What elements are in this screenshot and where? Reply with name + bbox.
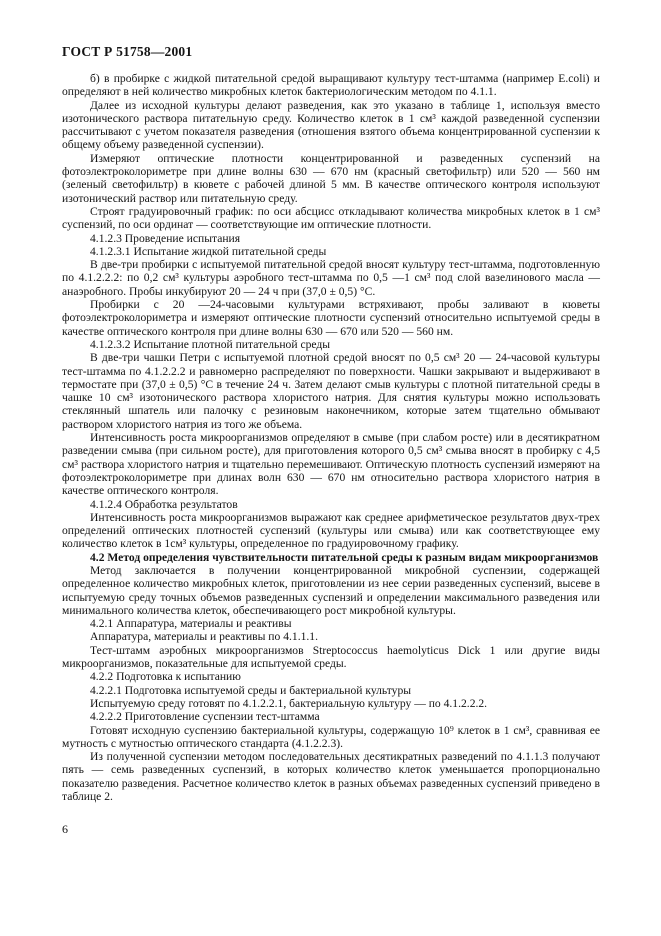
section-heading-bold: 4.2 Метод определения чувствительности питательной среды к разным видам микроорганизмов (90, 550, 599, 564)
paragraph: Аппаратура, материалы и реактивы по 4.1.1.1. (90, 630, 318, 644)
paragraph: Интенсивность роста микроорганизмов выражают как среднее арифметическое результатов двух-трех определений оптических плотностей суспензий (культуры или смыва) или как соответствующее ему количество клеток в 1см³ культуры, определенное по градуировочному графику. (62, 510, 600, 551)
paragraph: Метод заключается в получении концентрированной микробной суспензии, содержащей определенное количество микробных клеток, приготовлении из нее серии разведенных суспензий, высеве в испытуемую среду точных объемов разведенных суспензий и определении максимального разведения или минимального количества клеток, обеспечивающего рост микробной культуры. (62, 563, 600, 617)
paragraph: Готовят исходную суспензию бактериальной культуры, содержащую 10⁹ клеток в 1 см³, сравнивая ее мутность с мутностью оптического стандарта (4.1.2.2.3). (62, 723, 600, 750)
paragraph: Измеряют оптические плотности концентрированной и разведенных суспензий на фотоэлектроколориметре при длине волны 630 — 670 нм (красный светофильтр) или 520 — 560 нм (зеленый светофильтр) в кювете с рабочей длиной 5 мм. В качестве оптического контроля используют изотонический раствор или питательную среду. (62, 151, 600, 205)
paragraph: В две-три чашки Петри с испытуемой плотной средой вносят по 0,5 см³ 20 — 24-часовой культуры тест-штамма по 4.1.2.2.2 и равномерно распределяют по поверхности. Чашки закрывают и выдерживают в термостате при (37,0 ± 0,5) °С в течение 24 ч. Затем делают смыв культуры с плотной питательной среды в чашке 10 см³ изотонического раствора хлористого натрия. Для снятия культуры можно использовать стеклянный шпатель или палочку с резиновым наконечником, которые затем тщательно обмывают раствором хлористого натрия из того же объема. (62, 351, 600, 431)
section-heading: 4.1.2.3.1 Испытание жидкой питательной среды (90, 244, 327, 258)
section-heading: 4.2.2.1 Подготовка испытуемой среды и бактериальной культуры (90, 683, 412, 697)
section-heading: 4.1.2.3 Проведение испытания (90, 231, 241, 245)
paragraph: Строят градуировочный график: по оси абсцисс откладывают количества микробных клеток в 1 см³ суспензий, по оси ординат — соответствующие им оптические плотности. (62, 204, 600, 232)
document-body (62, 72, 600, 803)
paragraph: Интенсивность роста микроорганизмов определяют в смыве (при слабом росте) или в десятикратном разведении смыва (при сильном росте), для приготовления которого 0,5 см³ смыва вносят в пробирку с 4,5 см³ раствора хлористого натрия и тщательно перемешивают. Оптическую плотность суспензий измеряют на фотоэлектроколориметре при длинах волн 630 — 670 нм относительно раствора хлористого натрия в качестве оптического контроля. (62, 431, 600, 498)
document-header: ГОСТ Р 51758—2001 (62, 44, 193, 59)
paragraph: Испытуемую среду готовят по 4.1.2.2.1, бактериальную культуру — по 4.1.2.2.2. (90, 696, 488, 710)
paragraph: Тест-штамм аэробных микроорганизмов Streptococcus haemolyticus Dick 1 или другие виды микроорганизмов, показательные для испытуемой среды. (62, 643, 600, 671)
paragraph: Пробирки с 20 —24-часовыми культурами встряхивают, пробы заливают в кюветы фотоэлектроколориметра и измеряют оптические плотности суспензий относительно испытуемой среды в качестве оптического контроля при длине волны 630 — 670 или 520 — 560 нм. (62, 298, 600, 338)
paragraph: Из полученной суспензии методом последовательных десятикратных разведений по 4.1.1.3 получают пять — семь разведенных суспензий, в которых количество клеток уменьшается пропорционально показателю разведения. Расчетное количество клеток в разных объемах разведенных суспензий приведено в таблице 2. (62, 750, 600, 804)
section-heading: 4.1.2.4 Обработка результатов (90, 497, 238, 511)
section-heading: 4.1.2.3.2 Испытание плотной питательной среды (90, 337, 331, 351)
paragraph: б) в пробирке с жидкой питательной средой выращивают культуру тест-штамма (например E.coli) и определяют в ней количество микробных клеток бактериологическим методом по 4.1.1. (62, 72, 600, 99)
section-heading: 4.2.2.2 Приготовление суспензии тест-штамма (90, 710, 320, 724)
paragraph: Далее из исходной культуры делают разведения, как это указано в таблице 1, используя вместо изотонического раствора питательную среду. Количество клеток в 1 см³ каждой разведенной суспензии рассчитывают с учетом показателя разведения (отношения взятого объема концентрированной суспензии к общему объему разведенной суспензии). (62, 98, 600, 152)
section-heading: 4.2.2 Подготовка к испытанию (90, 670, 241, 684)
page-number: 6 (62, 822, 68, 836)
paragraph: В две-три пробирки с испытуемой питательной средой вносят культуру тест-штамма, подготовленную по 4.1.2.2.2: по 0,2 см³ культуры аэробного тест-штамма по 0,5 —1 см³ под слой вазелинового масла — анаэробного. Пробы инкубируют 20 — 24 ч при (37,0 ± 0,5) °С. (62, 258, 600, 298)
section-heading: 4.2.1 Аппаратура, материалы и реактивы (90, 617, 292, 631)
